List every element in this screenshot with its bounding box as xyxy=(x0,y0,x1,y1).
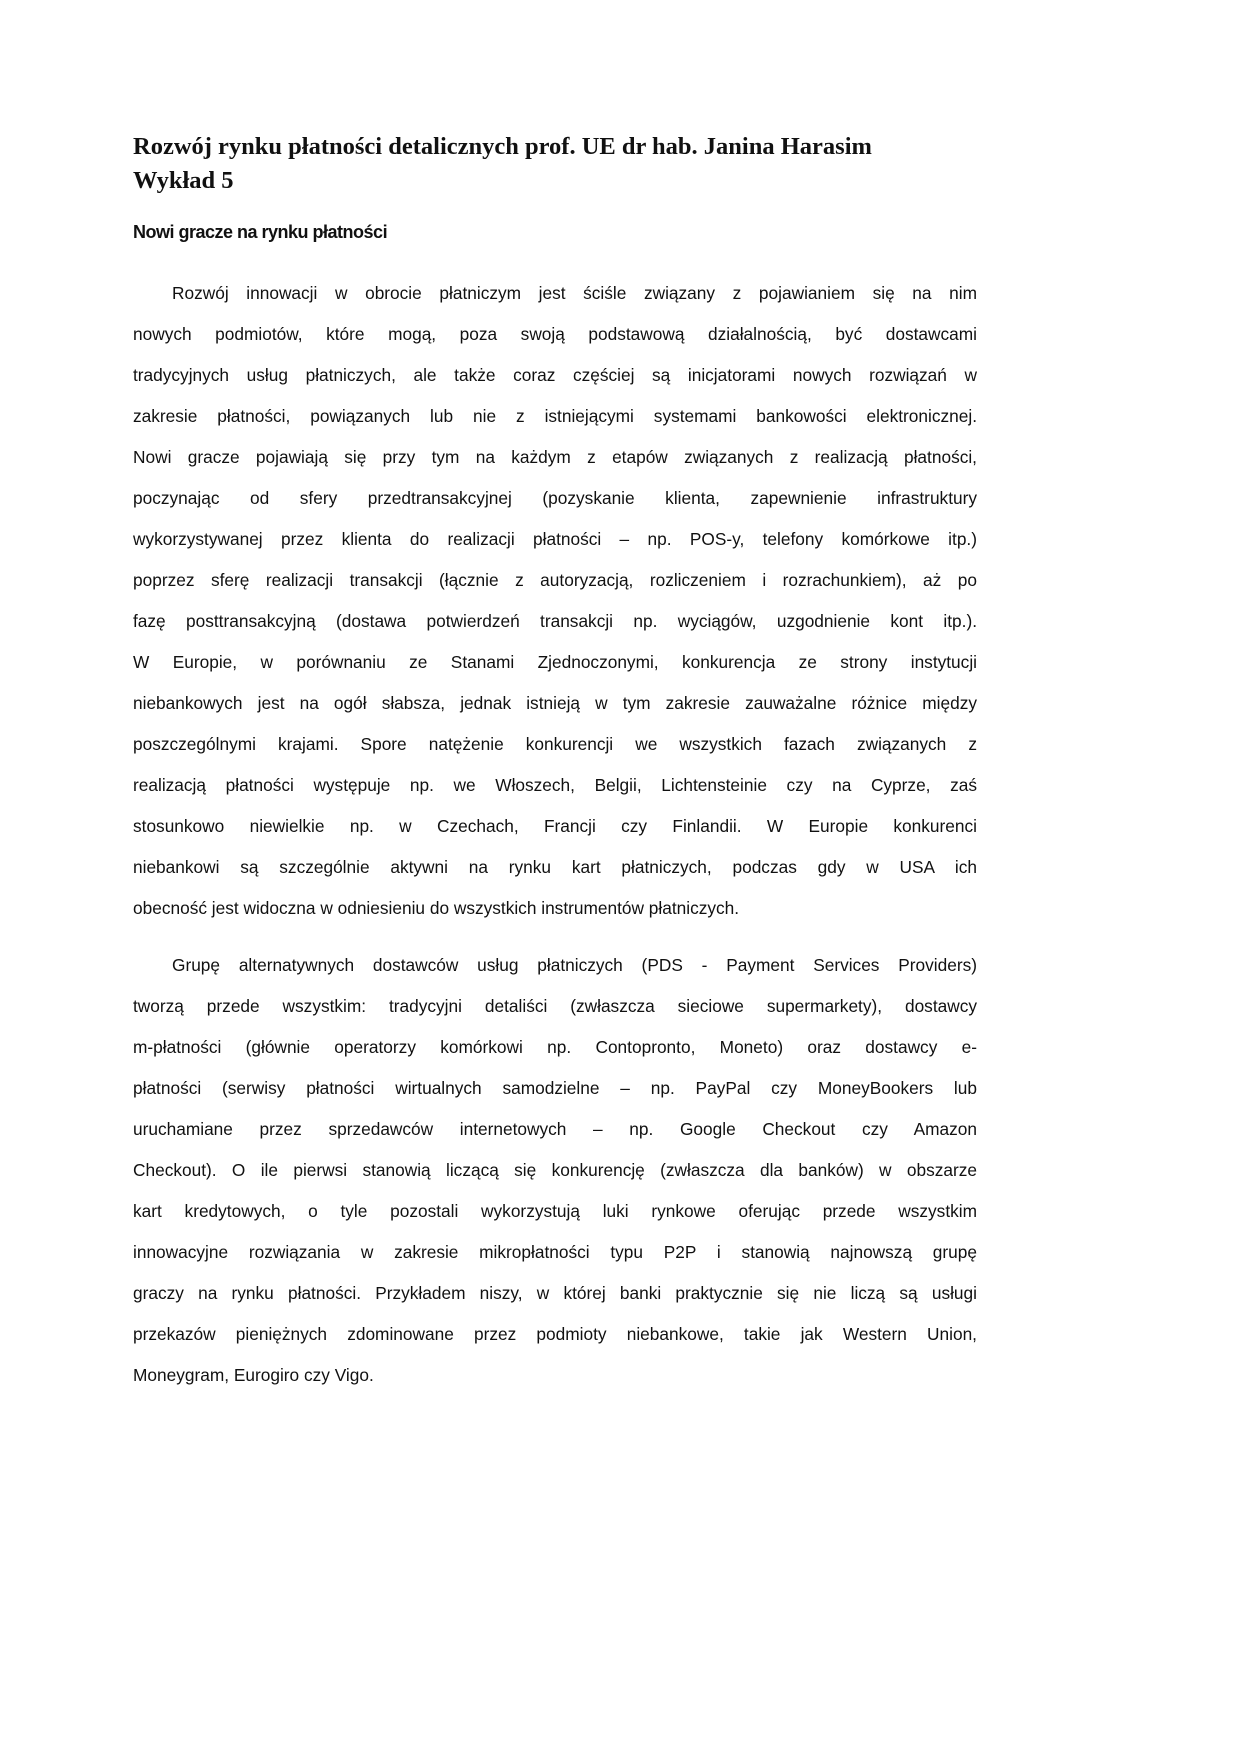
text-line: kart kredytowych, o tyle pozostali wykorzystują luki rynkowe oferując przede wszystkim xyxy=(133,1201,977,1221)
text-line: Rozwój innowacji w obrocie płatniczym jest ściśle związany z pojawianiem się na nim xyxy=(172,283,977,303)
section-heading: Nowi gracze na rynku płatności xyxy=(133,222,388,242)
text-line: realizacją płatności występuje np. we Włoszech, Belgii, Lichtensteinie czy na Cyprze, zaś xyxy=(133,775,977,795)
text-line: tworzą przede wszystkim: tradycyjni detaliści (zwłaszcza sieciowe supermarkety), dostawcy xyxy=(133,996,977,1016)
text-line: wykorzystywanej przez klienta do realizacji płatności – np. POS-y, telefony komórkowe itp.) xyxy=(133,529,977,549)
text-line: W Europie, w porównaniu ze Stanami Zjednoczonymi, konkurencja ze strony instytucji xyxy=(133,652,977,672)
title-line-2: Wykład 5 xyxy=(133,167,234,194)
text-line: nowych podmiotów, które mogą, poza swoją podstawową działalnością, być dostawcami xyxy=(133,324,977,344)
text-line: stosunkowo niewielkie np. w Czechach, Francji czy Finlandii. W Europie konkurenci xyxy=(133,816,977,836)
text-line: Checkout). O ile pierwsi stanowią liczącą się konkurencję (zwłaszcza dla banków) w obszarze xyxy=(133,1160,977,1180)
text-line: poprzez sferę realizacji transakcji (łącznie z autoryzacją, rozliczeniem i rozrachunkiem), aż po xyxy=(133,570,977,590)
text-line: Nowi gracze pojawiają się przy tym na każdym z etapów związanych z realizacją płatności, xyxy=(133,447,977,467)
text-line: Moneygram, Eurogiro czy Vigo. xyxy=(133,1365,374,1385)
text-line: tradycyjnych usług płatniczych, ale także coraz częściej są inicjatorami nowych rozwiązań w xyxy=(133,365,977,385)
document-title xyxy=(133,130,993,198)
text-line: obecność jest widoczna w odniesieniu do wszystkich instrumentów płatniczych. xyxy=(133,898,740,918)
text-line: płatności (serwisy płatności wirtualnych samodzielne – np. PayPal czy MoneyBookers lub xyxy=(133,1078,977,1098)
text-line: zakresie płatności, powiązanych lub nie z istniejącymi systemami bankowości elektronicznej. xyxy=(133,406,977,426)
text-line: fazę posttransakcyjną (dostawa potwierdzeń transakcji np. wyciągów, uzgodnienie kont itp.). xyxy=(133,611,977,631)
text-line: niebankowi są szczególnie aktywni na rynku kart płatniczych, podczas gdy w USA ich xyxy=(133,857,977,877)
paragraph-1 xyxy=(133,273,977,929)
title-line-1: Rozwój rynku płatności detalicznych prof. UE dr hab. Janina Harasim xyxy=(133,133,872,160)
text-line: poczynając od sfery przedtransakcyjnej (pozyskanie klienta, zapewnienie infrastruktury xyxy=(133,488,977,508)
text-line: innowacyjne rozwiązania w zakresie mikropłatności typu P2P i stanowią najnowszą grupę xyxy=(133,1242,977,1262)
text-line: graczy na rynku płatności. Przykładem niszy, w której banki praktycznie się nie liczą są usługi xyxy=(133,1283,977,1303)
paragraph-2 xyxy=(133,945,977,1396)
text-line: Grupę alternatywnych dostawców usług płatniczych (PDS - Payment Services Providers) xyxy=(172,955,977,975)
text-line: m-płatności (głównie operatorzy komórkowi np. Contopronto, Moneto) oraz dostawcy e- xyxy=(133,1037,977,1057)
text-line: uruchamiane przez sprzedawców internetowych – np. Google Checkout czy Amazon xyxy=(133,1119,977,1139)
text-line: niebankowych jest na ogół słabsza, jednak istnieją w tym zakresie zauważalne różnice między xyxy=(133,693,977,713)
text-line: przekazów pieniężnych zdominowane przez podmioty niebankowe, takie jak Western Union, xyxy=(133,1324,977,1344)
text-line: poszczególnymi krajami. Spore natężenie konkurencji we wszystkich fazach związanych z xyxy=(133,734,977,754)
